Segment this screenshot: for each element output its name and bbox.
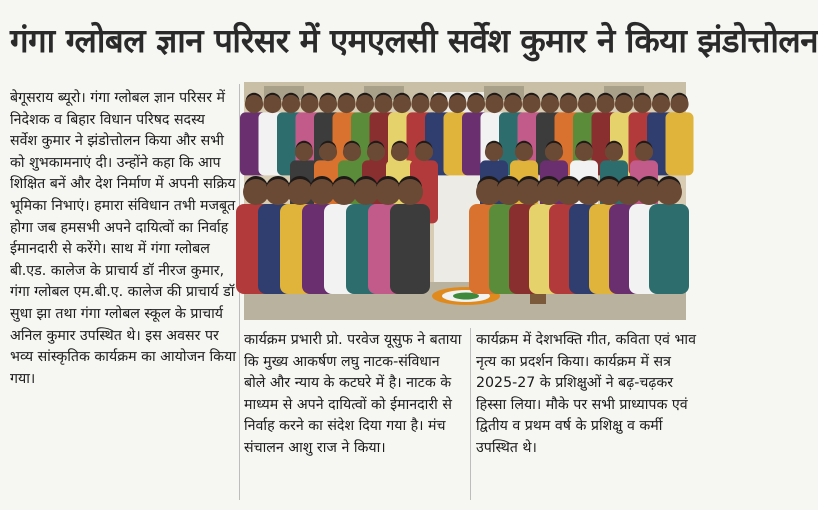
article-body-column-right: कार्यक्रम में देशभक्ति गीत, कविता एवं भाव नृत्य का प्रदर्शन किया। कार्यक्रम में सत्र 2025-27 के प्रशिक्षुओं ने बढ़-चढ़कर हिस्सा लिया। मौके पर सभी प्राध्यापक एवं द्वितीय व प्रथम वर्ष के प्रशिक्षु व कर्मी उपस्थित थे। xyxy=(476,332,696,456)
article-body-column-middle: कार्यक्रम प्रभारी प्रो. परवेज यूसुफ ने बताया कि मुख्य आकर्षण लघु नाटक-संविधान बोले और न्याय के कटघरे में है। नाटक के माध्यम से अपने दायित्वों को ईमानदारी से निर्वाह करने का संदेश दिया गया है। मंच संचालन आशु राज ने किया। xyxy=(244,332,462,456)
article-body-column-left: बेगूसराय ब्यूरो। गंगा ग्लोबल ज्ञान परिसर में निदेशक व बिहार विधान परिषद सदस्य सर्वेश कुमार ने झंडोत्तोलन किया और सभी को शुभकामनाएं दी। उन्होंने कहा कि आप शिक्षित बनें और देश निर्माण में अपनी सक्रिय भूमिका निभाएं। हमारा संविधान तभी मजबूत होगा जब हमसभी अपने दायित्वों का निर्वाह ईमानदारी से करेंगे। साथ में गंगा ग्लोबल बी.एड. कालेज के प्राचार्य डॉ नीरज कुमार, गंगा ग्लोबल एम.बी.ए. कालेज की प्राचार्य डॉ सुधा झा तथा गंगा ग्लोबल स्कूल के प्राचार्य अनिल कुमार उपस्थित थे। इस अवसर पर भव्य सांस्कृतिक कार्यक्रम का आयोजन किया गया। xyxy=(10,90,236,387)
group-photo xyxy=(244,82,686,320)
column-divider xyxy=(470,328,471,500)
article-headline: गंगा ग्लोबल ज्ञान परिसर में एमएलसी सर्वेश कुमार ने किया झंडोत्तोलन xyxy=(10,21,818,60)
